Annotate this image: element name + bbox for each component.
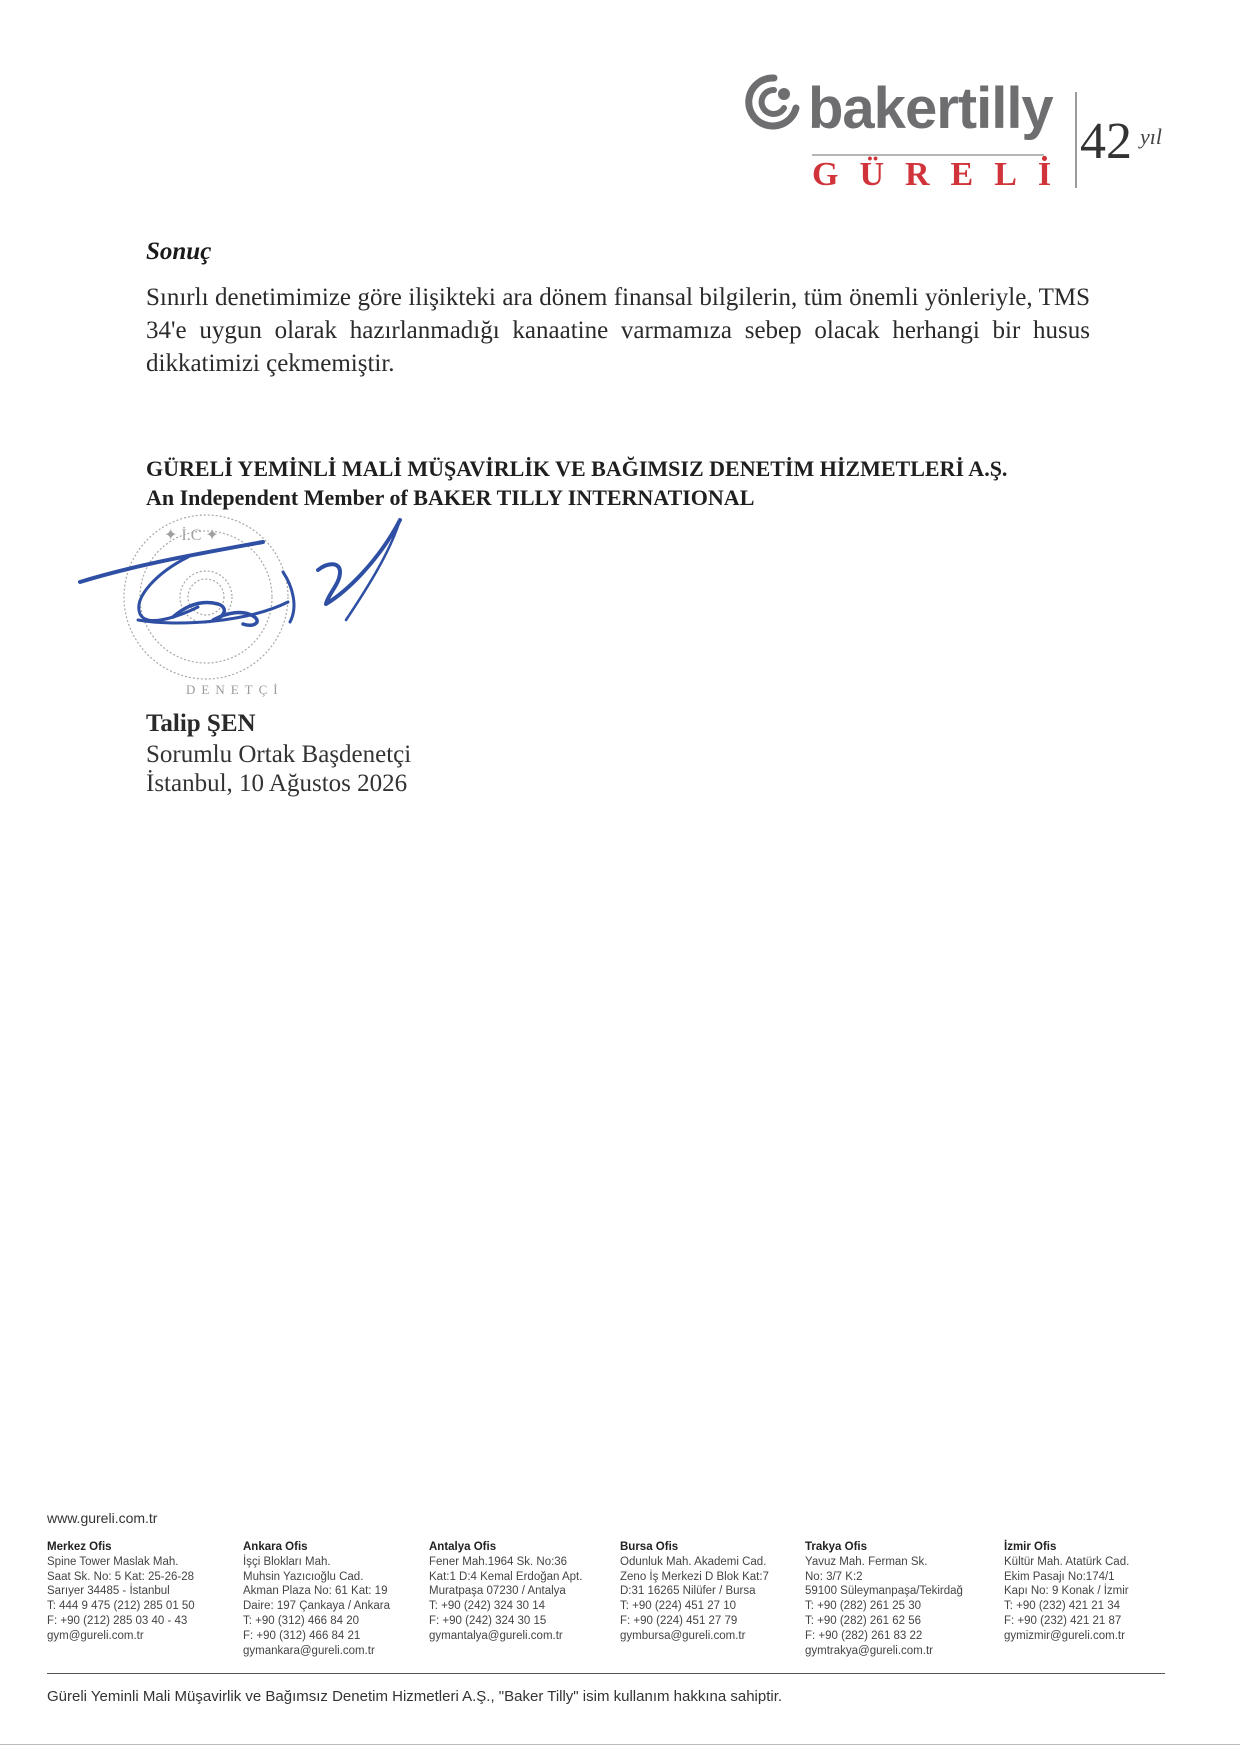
conclusion-paragraph: Sınırlı denetimimize göre ilişikteki ara dönem finansal bilgilerin, tüm önemli yönleriyle, TMS 34'e uygun olarak hazırlanmadığı kanaatine varmamıza sebep olacak herhangi bir husus dikkatimizi çekmemiştir. bbox=[146, 284, 1090, 377]
office-line: Kapı No: 9 Konak / İzmir bbox=[1004, 1585, 1129, 1598]
svg-text:✦ İ.C ✦: ✦ İ.C ✦ bbox=[164, 527, 219, 544]
office-line: D:31 16265 Nilüfer / Bursa bbox=[620, 1585, 756, 1598]
office-fax: F: +90 (312) 466 84 21 bbox=[243, 1629, 361, 1642]
office-name: Ankara Ofis bbox=[243, 1541, 308, 1553]
office-email[interactable]: gym@gureli.com.tr bbox=[47, 1629, 144, 1642]
signer-name: Talip ŞEN bbox=[146, 710, 256, 737]
signer-title: Sorumlu Ortak Başdenetçi bbox=[146, 741, 412, 768]
website-link[interactable]: www.gureli.com.tr bbox=[47, 1510, 158, 1526]
office-ankara bbox=[243, 1540, 433, 1658]
office-line: Odunluk Mah. Akademi Cad. bbox=[620, 1555, 767, 1568]
office-email[interactable]: gymtrakya@gureli.com.tr bbox=[805, 1644, 933, 1657]
office-fax: F: +90 (282) 261 83 22 bbox=[805, 1629, 923, 1642]
firm-name: GÜRELİ YEMİNLİ MALİ MÜŞAVİRLİK VE BAĞIMSIZ DENETİM HİZMETLERİ A.Ş. bbox=[146, 456, 1008, 481]
office-line: Yavuz Mah. Ferman Sk. bbox=[805, 1555, 928, 1568]
office-phone: T: +90 (224) 451 27 10 bbox=[620, 1600, 737, 1613]
office-bursa bbox=[620, 1540, 810, 1644]
office-merkez bbox=[47, 1540, 237, 1644]
office-line: Sarıyer 34485 - İstanbul bbox=[47, 1585, 170, 1598]
logo-divider bbox=[1075, 92, 1077, 188]
firm-membership: An Independent Member of BAKER TILLY INTERNATIONAL bbox=[146, 485, 755, 510]
office-name: Antalya Ofis bbox=[429, 1541, 497, 1553]
office-line: Fener Mah.1964 Sk. No:36 bbox=[429, 1555, 568, 1568]
office-email[interactable]: gymizmir@gureli.com.tr bbox=[1004, 1629, 1125, 1642]
office-line: 59100 Süleymanpaşa/Tekirdağ bbox=[805, 1585, 963, 1598]
footer-divider bbox=[47, 1673, 1165, 1674]
office-name: Merkez Ofis bbox=[47, 1541, 112, 1553]
footer-legal-note: Güreli Yeminli Mali Müşavirlik ve Bağımsız Denetim Hizmetleri A.Ş., "Baker Tilly" isim kullanım hakkına sahiptir. bbox=[47, 1688, 783, 1705]
office-line: Akman Plaza No: 61 Kat: 19 bbox=[243, 1585, 388, 1598]
office-line: Daire: 197 Çankaya / Ankara bbox=[243, 1600, 391, 1613]
office-fax: F: +90 (212) 285 03 40 - 43 bbox=[47, 1614, 188, 1627]
office-antalya bbox=[429, 1540, 619, 1644]
office-trakya bbox=[805, 1540, 995, 1658]
office-name: İzmir Ofis bbox=[1004, 1541, 1057, 1553]
office-phone: T: +90 (282) 261 25 30 bbox=[805, 1600, 922, 1613]
office-name: Bursa Ofis bbox=[620, 1541, 679, 1553]
office-line: No: 3/7 K:2 bbox=[805, 1570, 863, 1583]
office-phone: T: +90 (312) 466 84 20 bbox=[243, 1614, 360, 1627]
office-phone: T: +90 (232) 421 21 34 bbox=[1004, 1600, 1121, 1613]
office-fax: F: +90 (242) 324 30 15 bbox=[429, 1614, 547, 1627]
anniversary-number: 42 bbox=[1080, 113, 1132, 170]
section-title: Sonuç bbox=[146, 238, 212, 265]
logo-wordmark: bakertilly bbox=[808, 76, 1053, 141]
office-phone: T: +90 (242) 324 30 14 bbox=[429, 1600, 546, 1613]
office-phone: T: 444 9 475 (212) 285 01 50 bbox=[47, 1600, 195, 1613]
office-line: Spine Tower Maslak Mah. bbox=[47, 1555, 179, 1568]
logo-subtitle: GÜRELİ bbox=[812, 156, 1073, 193]
office-email[interactable]: gymankara@gureli.com.tr bbox=[243, 1644, 375, 1657]
bakertilly-logo-icon bbox=[744, 74, 800, 130]
signature-icon bbox=[80, 520, 400, 625]
office-izmir bbox=[1004, 1540, 1194, 1644]
office-line: İşçi Blokları Mah. bbox=[243, 1555, 331, 1568]
office-phone: T: +90 (282) 261 62 56 bbox=[805, 1614, 922, 1627]
signer-place-date: İstanbul, 10 Ağustos 2026 bbox=[146, 770, 408, 797]
office-line: Ekim Pasajı No:174/1 bbox=[1004, 1570, 1115, 1583]
office-line: Muratpaşa 07230 / Antalya bbox=[429, 1585, 566, 1598]
office-fax: F: +90 (224) 451 27 79 bbox=[620, 1614, 738, 1627]
office-fax: F: +90 (232) 421 21 87 bbox=[1004, 1614, 1122, 1627]
office-line: Muhsin Yazıcıoğlu Cad. bbox=[243, 1570, 364, 1583]
office-line: Saat Sk. No: 5 Kat: 25-26-28 bbox=[47, 1570, 195, 1583]
office-line: Kültür Mah. Atatürk Cad. bbox=[1004, 1555, 1130, 1568]
svg-text:DENETÇİ: DENETÇİ bbox=[186, 682, 284, 697]
office-name: Trakya Ofis bbox=[805, 1541, 868, 1553]
page-bottom-rule bbox=[0, 1744, 1240, 1745]
stamp-and-signature bbox=[78, 512, 478, 712]
anniversary-suffix: yıl bbox=[1140, 124, 1162, 149]
office-email[interactable]: gymantalya@gureli.com.tr bbox=[429, 1629, 563, 1642]
office-line: Kat:1 D:4 Kemal Erdoğan Apt. bbox=[429, 1570, 583, 1583]
office-email[interactable]: gymbursa@gureli.com.tr bbox=[620, 1629, 746, 1642]
office-line: Zeno İş Merkezi D Blok Kat:7 bbox=[620, 1570, 769, 1583]
